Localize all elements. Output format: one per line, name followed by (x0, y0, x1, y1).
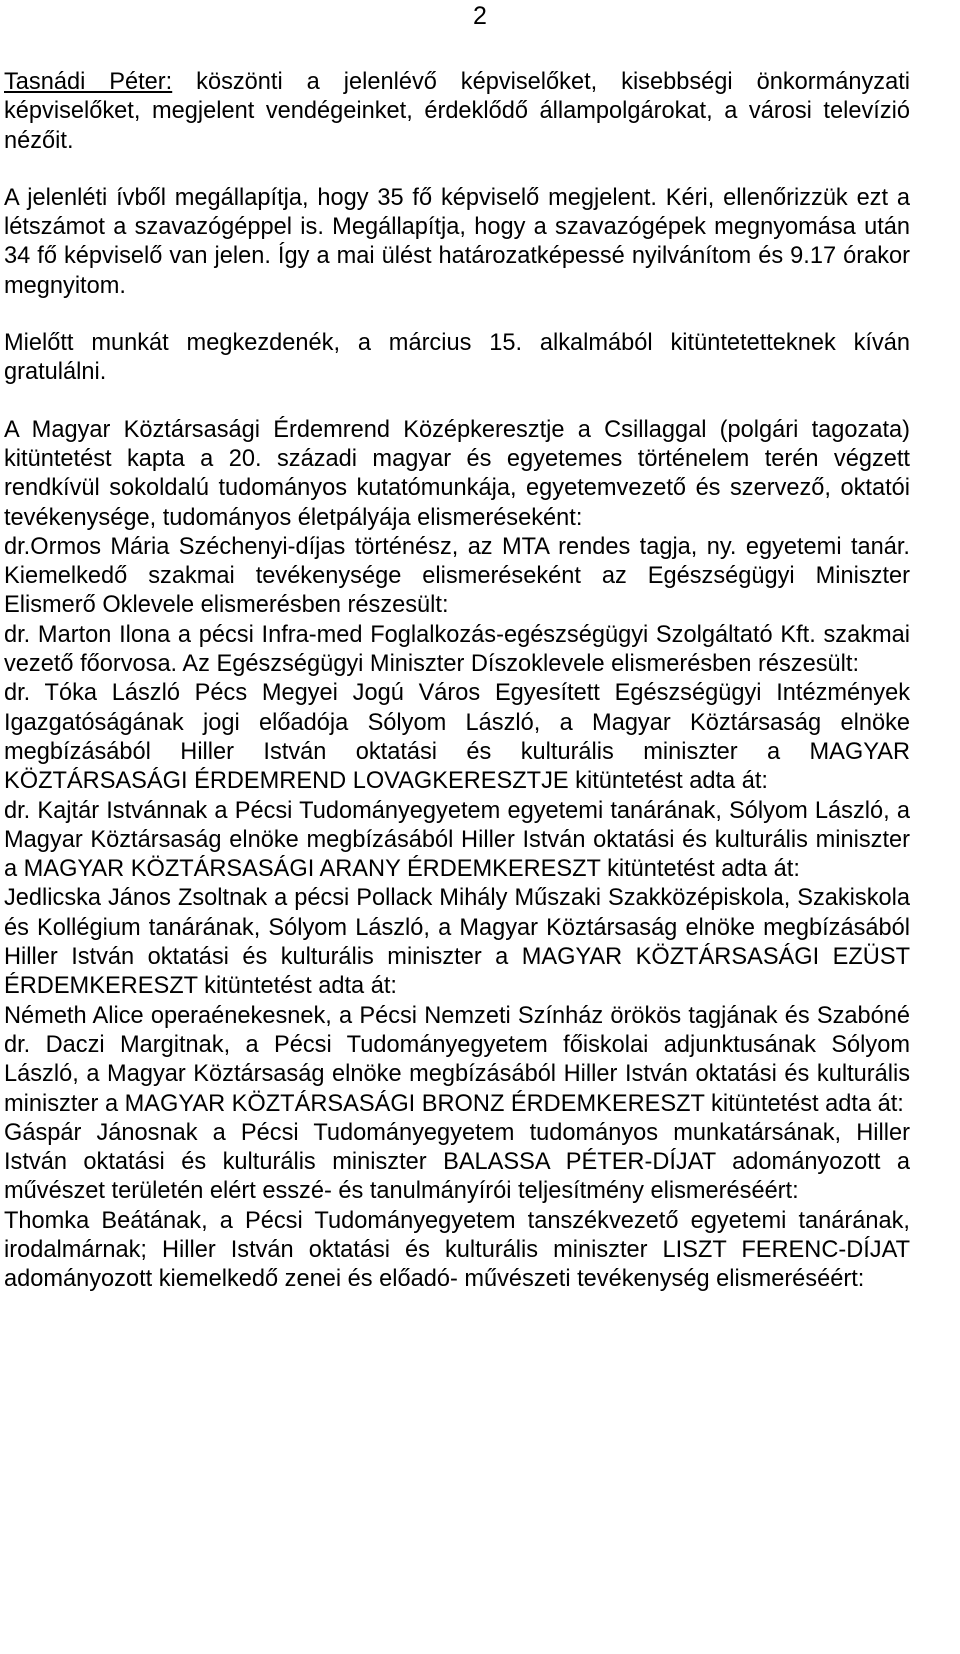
attendance-paragraph: A jelenléti ívből megállapítja, hogy 35 fő képviselő megjelent. Kéri, ellenőrizzük ezt a létszámot a szavazógéppel is. Megállapítja, hogy a szavazógépek megnyomása után 34 fő képviselő van jelen. Így a mai ülést határozatképessé nyilvánítom és 9.17 órakor megnyitom. (4, 184, 910, 299)
opening-text: köszönti a jelenlévő képviselőket, kisebbségi önkormányzati képviselőket, megjelent vendégeinket, érdeklődő állampolgárokat, a városi televízió nézőit. (4, 69, 910, 154)
award-ormos: dr.Ormos Mária Széchenyi-díjas történész, az MTA rendes tagja, ny. egyetemi tanár. Kiemelkedő szakmai tevékenysége elismeréseként az Egészségügyi Miniszter Elismerő Oklevele elismerésben részesült: (4, 533, 910, 619)
award-jedlicska: Jedlicska János Zsoltnak a pécsi Pollack Mihály Műszaki Szakközépiskola, Szakiskola és Kollégium tanárának, Sólyom László, a Magyar Köztársaság elnöke megbízásából Hiller István oktatási és kulturális miniszter a MAGYAR KÖZTÁRSASÁGI EZÜST ÉRDEMKERESZT kitüntetést adta át: (4, 885, 910, 1000)
award-kajtar: dr. Kajtár Istvánnak a Pécsi Tudományegyetem egyetemi tanárának, Sólyom László, a Magyar Köztársaság elnöke megbízásából Hiller István oktatási és kulturális miniszter a MAGYAR KÖZTÁRSASÁGI ARANY ÉRDEMKERESZT kitüntetést adta át: (4, 797, 910, 883)
award-toka: dr. Tóka László Pécs Megyei Jogú Város Egyesített Egészségügyi Intézmények Igazgatóságának jogi előadója Sólyom László, a Magyar Köztársaság elnöke megbízásából Hiller István oktatási és kulturális miniszter a MAGYAR KÖZTÁRSASÁGI ÉRDEMREND LOVAGKERESZTJE kitüntetést adta át: (4, 680, 910, 795)
speaker-name: Tasnádi Péter: (4, 69, 173, 95)
opening-paragraph (4, 68, 910, 156)
order-of-merit-paragraph: A Magyar Köztársasági Érdemrend Középkeresztje a Csillaggal (polgári tagozata) kitüntetést kapta a 20. századi magyar és egyetemes történelem terén végzett rendkívül sokoldalú tudományos kutatómunkája, egyetemvezető és szervező, oktatói tevékenysége, tudományos életpályája elismeréseként: (4, 416, 910, 531)
award-nemeth-daczi: Németh Alice operaénekesnek, a Pécsi Nemzeti Színház örökös tagjának és Szabóné dr. Daczi Margitnak, a Pécsi Tudományegyetem főiskolai adjunktusának Sólyom László, a Magyar Köztársaság elnöke megbízásából Hiller István oktatási és kulturális miniszter a MAGYAR KÖZTÁRSASÁGI BRONZ ÉRDEMKERESZT kitüntetést adta át: (4, 1002, 910, 1117)
document-body (4, 68, 910, 1295)
award-thomka: Thomka Beátának, a Pécsi Tudományegyetem tanszékvezető egyetemi tanárának, irodalmárnak; Hiller István oktatási és kulturális miniszter LISZT FERENC-DÍJAT adományozott kiemelkedő zenei és előadó- művészeti tevékenység elismeréséért: (4, 1207, 910, 1293)
award-marton: dr. Marton Ilona a pécsi Infra-med Foglalkozás-egészségügyi Szolgáltató Kft. szakmai vezető főorvosa. Az Egészségügyi Miniszter Díszoklevele elismerésben részesült: (4, 621, 910, 678)
page-number: 2 (473, 2, 487, 30)
award-gaspar: Gáspár Jánosnak a Pécsi Tudományegyetem tudományos munkatársának, Hiller István oktatási és kulturális miniszter BALASSA PÉTER-DÍJAT adományozott a művészet területén elért esszé- és tanulmányírói teljesítmény elismeréséért: (4, 1119, 910, 1205)
congratulation-paragraph: Mielőtt munkát megkezdenék, a március 15. alkalmából kitüntetetteknek kíván gratulálni. (4, 330, 910, 386)
